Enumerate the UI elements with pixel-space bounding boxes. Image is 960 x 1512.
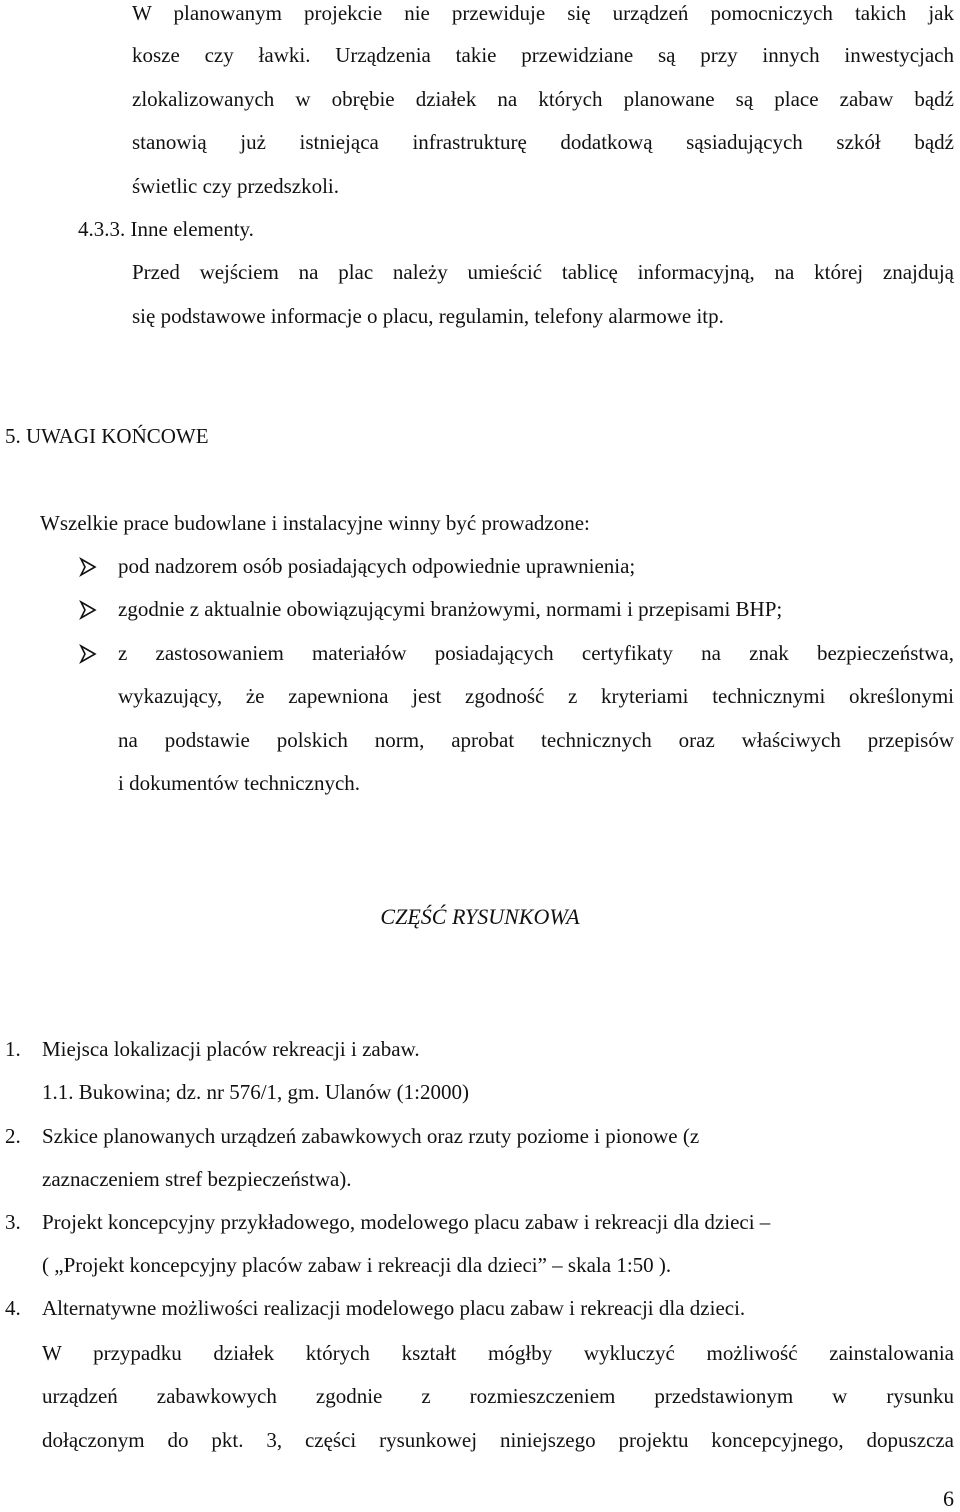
section-5-intro: Wszelkie prace budowlane i instalacyjne winny być prowadzone: [40,511,590,535]
bullet-continuation-2: na podstawie polskich norm, aprobat technicznych oraz właściwych przepisów [118,728,954,752]
drawings-subitem-1-1: 1.1. Bukowina; dz. nr 576/1, gm. Ulanów (1:2000) [42,1080,469,1104]
section-433-heading: 4.3.3. Inne elementy. [78,217,254,241]
drawings-item-2: Szkice planowanych urządzeń zabawkowych oraz rzuty poziome i pionowe (z [42,1124,700,1148]
drawings-item-1: Miejsca lokalizacji placów rekreacji i zabaw. [42,1037,420,1061]
section-5-heading: 5. UWAGI KOŃCOWE [5,424,209,448]
drawings-item-num-2: 2. [5,1124,21,1148]
drawings-item-num-4: 4. [5,1296,21,1320]
drawings-item-num-1: 1. [5,1037,21,1061]
intro-line-3: zlokalizowanych w obrębie działek na których planowane są place zabaw bądź [132,87,954,111]
intro-line-2: kosze czy ławki. Urządzenia takie przewidziane są przy innych inwestycjach [132,43,954,67]
drawings-item-3: Projekt koncepcyjny przykładowego, modelowego placu zabaw i rekreacji dla dzieci – [42,1210,771,1234]
arrowhead-bullet-icon [78,643,98,665]
drawings-item-num-3: 3. [5,1210,21,1234]
bullet-continuation-3: i dokumentów technicznych. [118,771,361,795]
section-433-line-1: Przed wejściem na plac należy umieścić tablicę informacyjną, na której znajdują [132,260,954,284]
arrowhead-bullet-icon [78,556,98,578]
bullet-item-1: pod nadzorem osób posiadających odpowiednie uprawnienia; [118,554,636,578]
drawings-item-4-cont-1: W przypadku działek których kształt mógłby wykluczyć możliwość zainstalowania [42,1341,954,1365]
drawings-item-2-cont: zaznaczeniem stref bezpieczeństwa). [42,1167,352,1191]
section-433-line-2: się podstawowe informacje o placu, regulamin, telefony alarmowe itp. [132,304,724,328]
page-number: 6 [943,1486,954,1511]
drawings-title: CZĘŚĆ RYSUNKOWA [380,904,580,929]
drawings-item-3-cont: ( „Projekt koncepcyjny placów zabaw i rekreacji dla dzieci” – skala 1:50 ). [42,1253,672,1277]
bullet-item-2: zgodnie z aktualnie obowiązującymi branżowymi, normami i przepisami BHP; [118,597,783,621]
drawings-item-4-cont-3: dołączonym do pkt. 3, części rysunkowej niniejszego projektu koncepcyjnego, dopuszcza [42,1428,954,1452]
drawings-item-4: Alternatywne możliwości realizacji modelowego placu zabaw i rekreacji dla dzieci. [42,1296,746,1320]
drawings-item-4-cont-2: urządzeń zabawkowych zgodnie z rozmieszczeniem przedstawionym w rysunku [42,1384,954,1408]
intro-line-1: W planowanym projekcie nie przewiduje się urządzeń pomocniczych takich jak [132,1,954,25]
bullet-continuation-1: wykazujący, że zapewniona jest zgodność z kryteriami technicznymi określonymi [118,684,954,708]
arrowhead-bullet-icon [78,599,98,621]
bullet-item-3: z zastosowaniem materiałów posiadających certyfikaty na znak bezpieczeństwa, [118,641,954,665]
intro-line-4: stanowią już istniejąca infrastrukturę dodatkową sąsiadujących szkół bądź [132,130,954,154]
intro-line-5: świetlic czy przedszkoli. [132,174,340,198]
